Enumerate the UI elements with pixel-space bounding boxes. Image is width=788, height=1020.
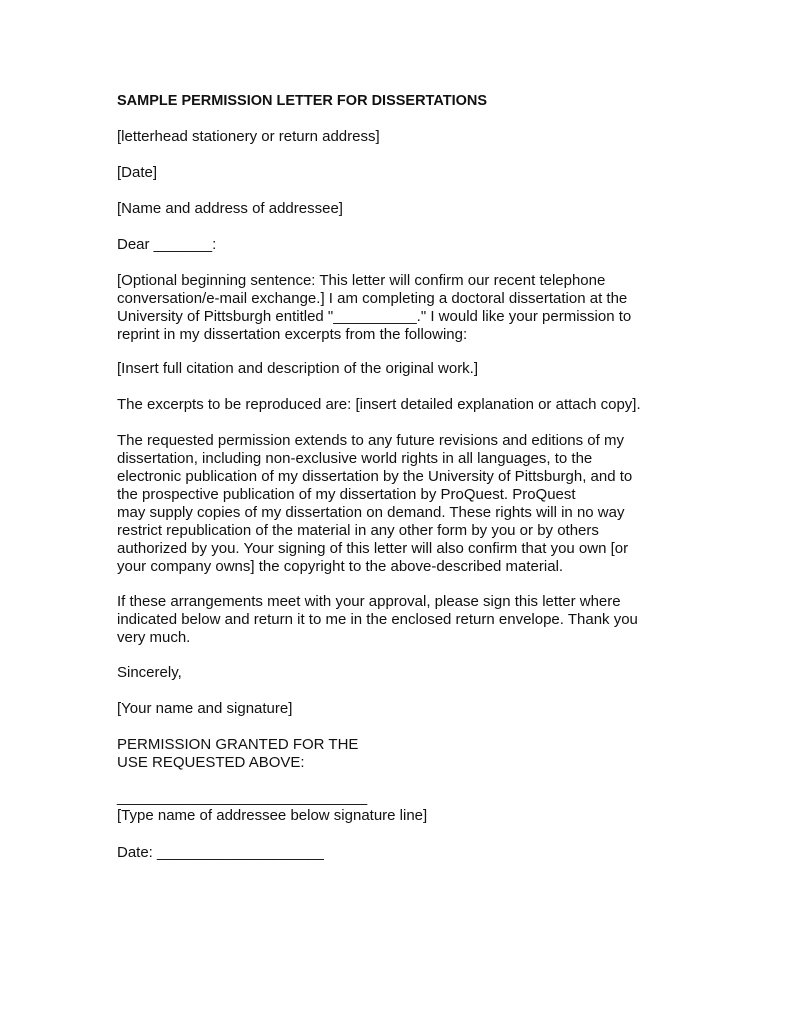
signature-placeholder: [Your name and signature] [117,700,293,717]
paragraph-line: very much. [117,629,191,646]
letterhead-placeholder: [letterhead stationery or return address] [117,128,380,145]
closing: Sincerely, [117,664,182,681]
paragraph-line: dissertation, including non-exclusive world rights in all languages, to the [117,450,593,467]
addressee-name-note: [Type name of addressee below signature line] [117,807,428,824]
paragraph-line: The requested permission extends to any future revisions and editions of my [117,432,624,449]
paragraph-line: [Optional beginning sentence: This letter will confirm our recent telephone [117,272,606,289]
permission-granted-line: USE REQUESTED ABOVE: [117,754,305,771]
date-line: Date: ____________________ [117,844,324,861]
signature-line: ______________________________ [117,789,368,806]
document-title: SAMPLE PERMISSION LETTER FOR DISSERTATIONS [117,93,488,109]
paragraph-line: authorized by you. Your signing of this letter will also confirm that you own [or [117,540,629,557]
paragraph-line: reprint in my dissertation excerpts from the following: [117,326,468,343]
paragraph-line: indicated below and return it to me in the enclosed return envelope. Thank you [117,611,638,628]
paragraph-line: electronic publication of my dissertation by the University of Pittsburgh, and to [117,468,633,485]
paragraph-line: restrict republication of the material in any other form by you or by others [117,522,599,539]
citation-placeholder: [Insert full citation and description of the original work.] [117,360,479,377]
salutation: Dear _______: [117,236,217,253]
permission-granted-line: PERMISSION GRANTED FOR THE [117,736,359,753]
paragraph-line: conversation/e-mail exchange.] I am completing a doctoral dissertation at the [117,290,628,307]
date-placeholder: [Date] [117,164,158,181]
excerpts-line: The excerpts to be reproduced are: [insert detailed explanation or attach copy]. [117,396,641,413]
paragraph-line: If these arrangements meet with your approval, please sign this letter where [117,593,621,610]
addressee-placeholder: [Name and address of addressee] [117,200,343,217]
paragraph-line: your company owns] the copyright to the above-described material. [117,558,564,575]
paragraph-line: University of Pittsburgh entitled "__________." I would like your permission to [117,308,632,325]
paragraph-line: may supply copies of my dissertation on demand. These rights will in no way [117,504,625,521]
paragraph-line: the prospective publication of my dissertation by ProQuest. ProQuest [117,486,576,503]
